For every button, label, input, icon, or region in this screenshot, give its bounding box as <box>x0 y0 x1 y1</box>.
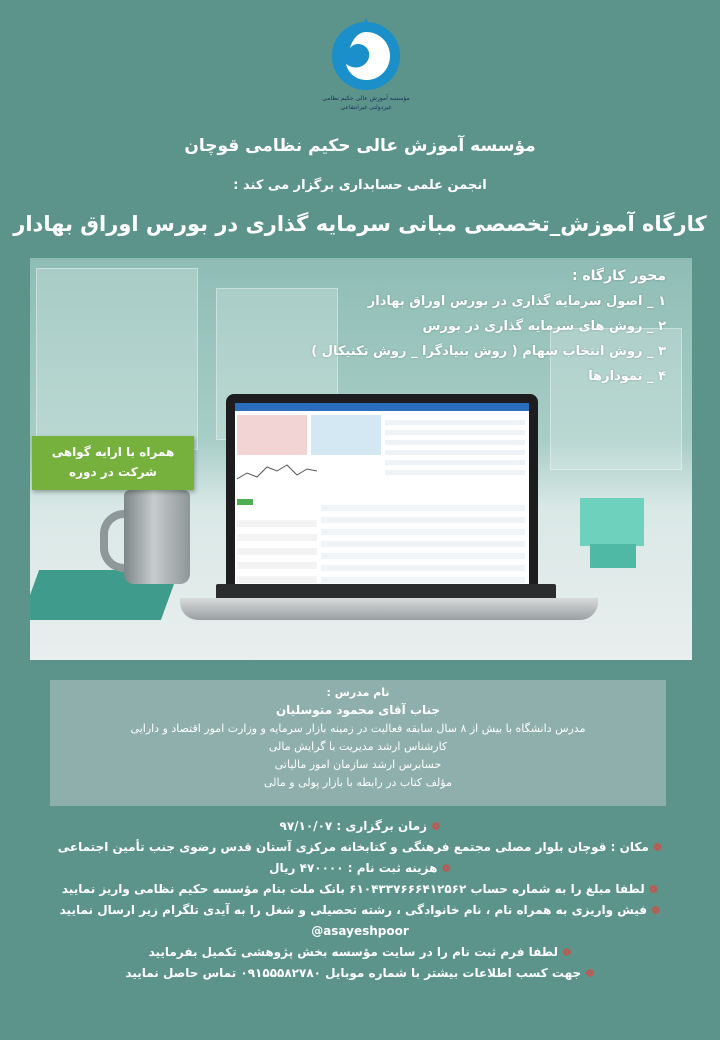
detail-register: ❁ لطفا فرم ثبت نام را در سایت مؤسسه بخش پژوهشی تکمیل بفرمایید <box>148 945 572 959</box>
flower-bullet-icon: ❁ <box>651 904 661 917</box>
detail-fee: ❁ هزینه ثبت نام : ۴۷۰۰۰۰ ریال <box>269 861 451 875</box>
flower-bullet-icon: ❁ <box>441 862 451 875</box>
topic-item: ۳ _ روش انتخاب سهام ( روش بنیادگرا _ روش تکنیکال ) <box>311 344 666 359</box>
mug <box>124 490 190 584</box>
workshop-title: کارگاه آموزش_تخصصی مبانی سرمایه گذاری در بورس اوراق بهادار <box>13 212 707 236</box>
flower-bullet-icon: ❁ <box>585 967 595 980</box>
instructor-bio-line: مؤلف کتاب در رابطه با بازار پولی و مالی <box>264 776 452 789</box>
certificate-badge: همراه با ارایه گواهی شرکت در دوره <box>32 436 194 490</box>
flower-bullet-icon: ❁ <box>562 946 572 959</box>
detail-location: ❁ مکان : قوچان بلوار مصلی مجتمع فرهنگی و کتابخانه مرکزی آستان قدس رضوی جنب تأمین اجتماعی <box>57 840 663 854</box>
flower-bullet-icon: ❁ <box>652 841 663 854</box>
instructor-bio-line: کارشناس ارشد مدیریت با گرایش مالی <box>268 740 448 753</box>
institute-title: مؤسسه آموزش عالی حکیم نظامی قوچان <box>184 136 536 156</box>
flower-bullet-icon: ❁ <box>431 820 441 833</box>
institute-logo <box>322 18 410 114</box>
topic-item: ۱ _ اصول سرمایه گذاری در بورس اوراق بهادار <box>367 294 666 309</box>
detail-receipt: ❁ فیش واریزی به همراه نام ، نام خانوادگی ، رشته تحصیلی و شغل را به آیدی تلگرام زیر ارسال نمایید <box>59 903 661 917</box>
logo-caption: مؤسسه آموزش عالی حکیم نظامی <box>322 95 410 102</box>
trading-screen <box>235 403 529 589</box>
association-line: انجمن علمی حسابداری برگزار می کند : <box>233 178 487 193</box>
topic-item: ۴ _ نمودارها <box>588 369 666 384</box>
detail-payment: ❁ لطفا مبلغ را به شماره حساب ۶۱۰۴۳۳۷۶۶۶۴۱۲۵۶۲ بانک ملت بنام مؤسسه حکیم نظامی واریز نمایید <box>61 882 659 896</box>
instructor-label: نام مدرس : <box>326 686 390 699</box>
instructor-box <box>50 680 666 806</box>
event-details <box>36 816 684 984</box>
instructor-name: جناب آقای محمود متوسلیان <box>275 703 441 717</box>
instructor-bio-line: مدرس دانشگاه با بیش از ۸ سال سابقه فعالیت در زمینه بازار سرمایه و وزارت امور اقتصاد و دارایی <box>130 722 586 735</box>
flower-bullet-icon: ❁ <box>648 883 659 896</box>
logo-subcaption: غیردولتی غیرانتفاعی <box>340 104 392 111</box>
workshop-topics <box>166 264 666 389</box>
detail-date: ❁ زمان برگزاری : ۹۷/۱۰/۰۷ <box>279 819 441 833</box>
instructor-bio-line: حسابرس ارشد سازمان امور مالیاتی <box>274 758 442 771</box>
topic-item: ۲ _ روش های سرمایه گذاری در بورس <box>422 319 666 334</box>
topics-heading: محور کارگاه : <box>571 268 666 284</box>
detail-contact: ❁ جهت کسب اطلاعات بیشتر با شماره موبایل ۰۹۱۵۵۵۸۲۷۸۰ تماس حاصل نمایید <box>125 966 595 980</box>
green-box <box>580 498 644 546</box>
laptop <box>226 394 538 600</box>
telegram-id[interactable]: @asayeshpoor <box>311 924 409 938</box>
